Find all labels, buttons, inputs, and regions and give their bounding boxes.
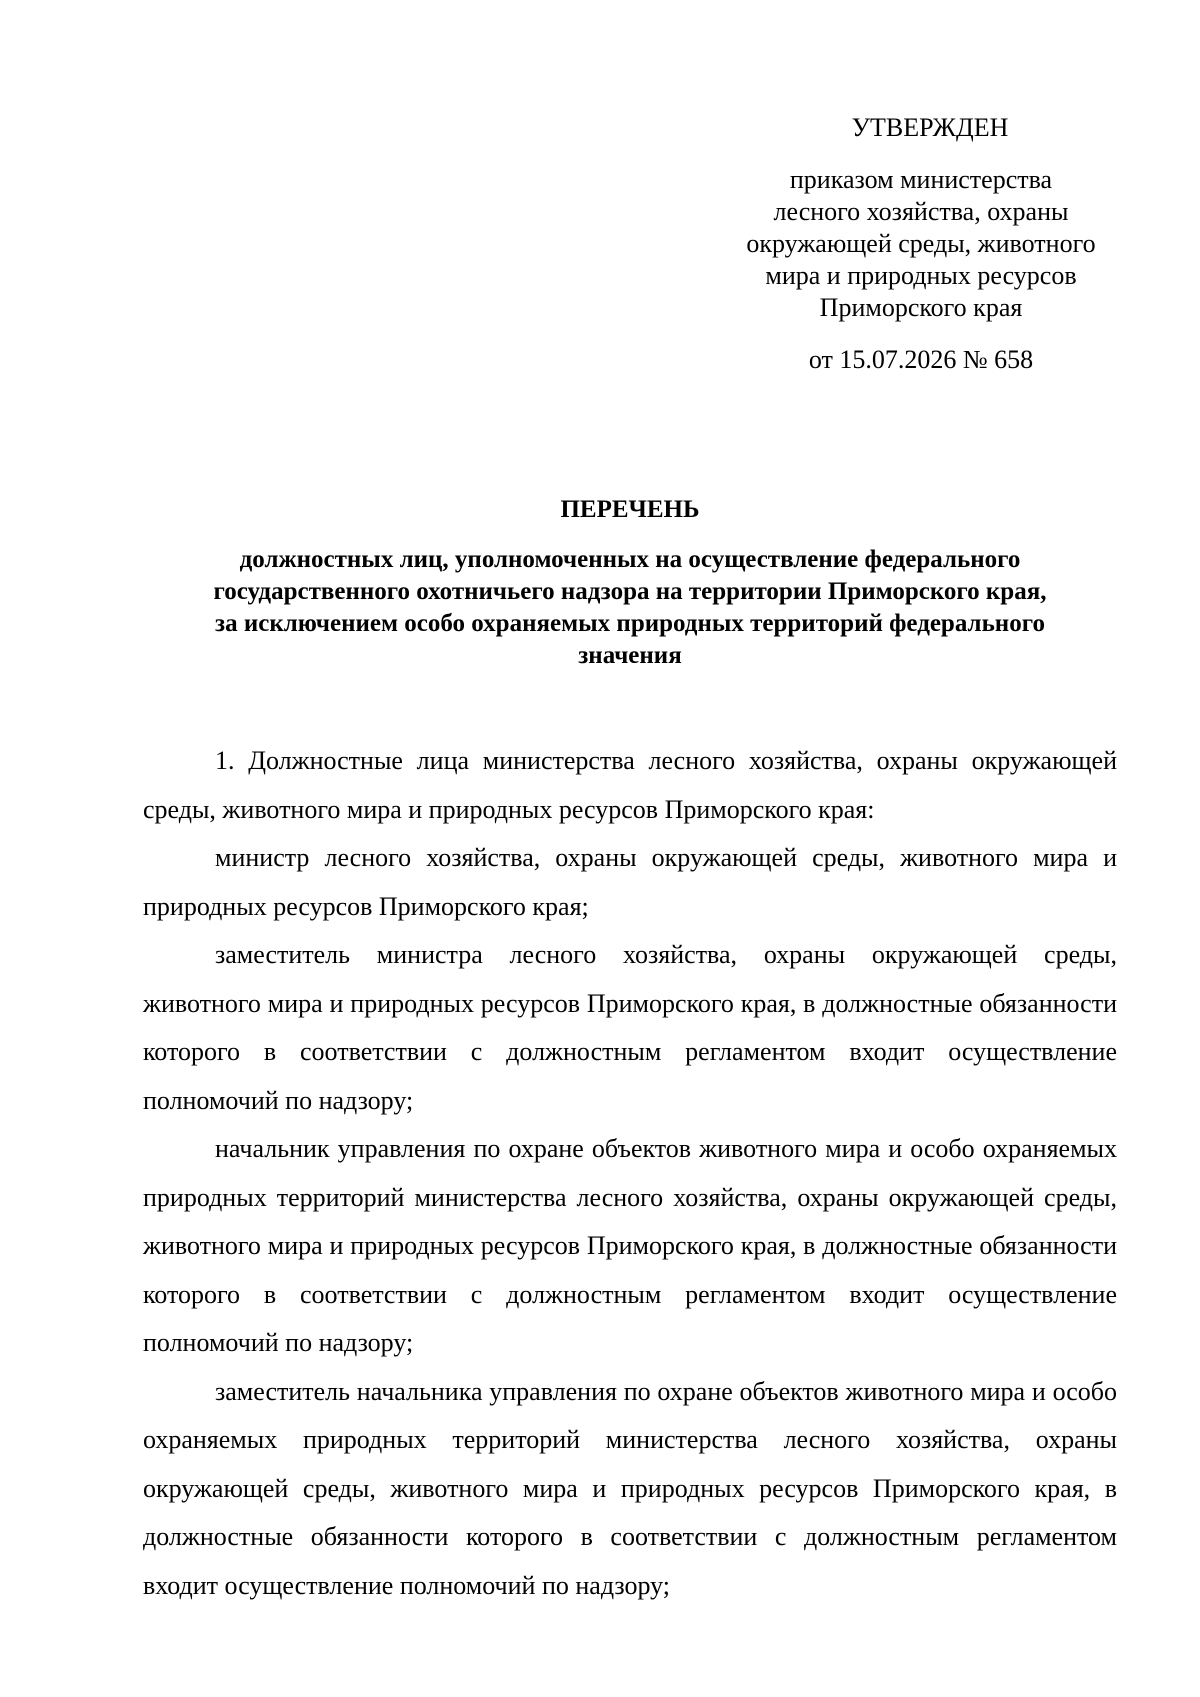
approval-order-number: от 15.07.2026 № 658 xyxy=(808,345,1034,374)
document-subtitle: должностных лиц, уполномоченных на осуществление федерального государственного охотничьего надзора на территории Приморского края, за исключением особо охраняемых природных территорий федерального значения xyxy=(213,546,1047,669)
document-body xyxy=(143,737,1117,1610)
approval-order-text: приказом министерства лесного хозяйства, охраны окружающей среды, животного мира и природных ресурсов Приморского края xyxy=(746,165,1096,322)
approval-stamp: УТВЕРЖДЕН xyxy=(851,113,1009,142)
document-title: ПЕРЕЧЕНЬ xyxy=(560,496,700,523)
body-paragraph-2: министр лесного хозяйства, охраны окружающей среды, животного мира и природных ресурсов Приморского края; xyxy=(143,843,1117,921)
approval-block xyxy=(690,112,1152,376)
body-paragraph-3: заместитель министра лесного хозяйства, охраны окружающей среды, животного мира и природных ресурсов Приморского края, в должностные обязанности которого в соответствии с должностным регламентом входит осуществление полномочий по надзору; xyxy=(143,940,1117,1115)
document-heading xyxy=(140,494,1120,672)
body-paragraph-5: заместитель начальника управления по охране объектов животного мира и особо охраняемых природных территорий министерства лесного хозяйства, охраны окружающей среды, животного мира и природных ресурсов Приморского края, в должностные обязанности которого в соответствии с должностным регламентом входит осуществление полномочий по надзору; xyxy=(143,1376,1117,1600)
body-paragraph-4: начальник управления по охране объектов животного мира и особо охраняемых природных территорий министерства лесного хозяйства, охраны окружающей среды, животного мира и природных ресурсов Приморского края, в должностные обязанности которого в соответствии с должностным регламентом входит осуществление полномочий по надзору; xyxy=(143,1134,1117,1357)
body-paragraph-1: 1. Должностные лица министерства лесного хозяйства, охраны окружающей среды, животного мира и природных ресурсов Приморского края: xyxy=(143,746,1117,824)
